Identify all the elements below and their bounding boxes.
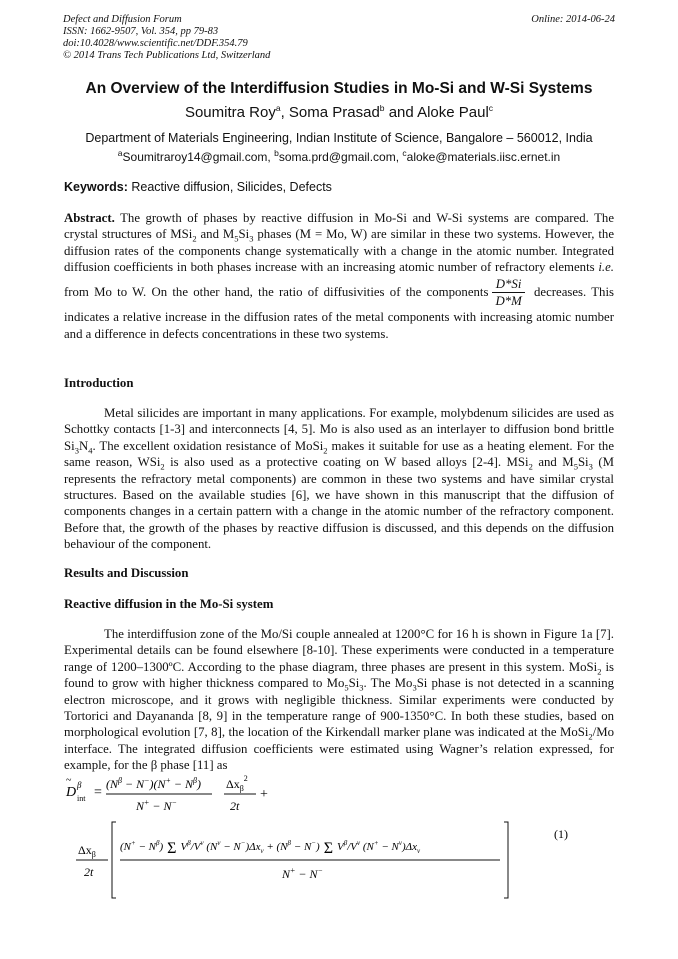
diffusivity-ratio <box>492 276 524 310</box>
abstract <box>64 210 614 342</box>
subscript: 5 <box>344 682 349 693</box>
abstract-text: i.e. <box>598 260 614 275</box>
body-text: Metal silicides are important in many applications. For example, molybdenum silicides are used as Schottky contacts [1-3] and interconnects [4, 5]. Mo is also used as an interlayer to diffusion bond brittle Si <box>64 406 614 453</box>
body-text: is also used as a protective coating on W based alloys [2-4]. MSi <box>164 455 529 470</box>
body-text: Si <box>348 676 360 691</box>
subscript: 3 <box>588 461 593 472</box>
abstract-text: Si <box>238 227 250 242</box>
author-name: Soma Prasad <box>288 104 380 121</box>
body-text: . The Mo <box>363 676 413 691</box>
online-date: Online: 2014-06-24 <box>531 14 615 25</box>
subscript: 2 <box>192 233 197 244</box>
equals-sign: = <box>94 785 102 800</box>
body-text: . The excellent oxidation resistance of MoSi <box>92 438 324 453</box>
author-name: Aloke Paul <box>417 104 489 121</box>
abstract-text: phases (M = Mo, W) are similar in these two systems. However, the diffusion rates of the components change systematically with a change in the atomic number. Integrated diffusion coefficients in both phases increase with an increasing atomic number of refractory elements <box>64 227 615 275</box>
abstract-text: and M <box>196 227 235 242</box>
subscript: 2 <box>323 445 328 456</box>
mosi-text <box>64 626 614 774</box>
summation-term: $(N^+ - N^\beta)$ Σ $V^\beta/V^\nu$ $(N^\nu - N^-)\Delta x_\nu + (N^\beta - N^-)$ Σ $V^\beta/V^\nu$ $(N^+ - N^\nu)\Delta x_\nu$ <box>120 839 421 857</box>
keywords-text: Reactive diffusion, Silicides, Defects <box>127 180 332 194</box>
abstract-text: from Mo to W. On the other hand, the ratio of diffusivities of the components <box>64 284 489 299</box>
affil-mark: b <box>379 103 385 113</box>
body-text: (M represents the refractory metal components) are common in these two systems and have similar crystal structures. Based on the available studies [6], we have shown in this manuscript that the diffusion of components changes in a certain pattern with a change in the atomic number of the refractory component. Before that, the growth of the phases by reactive diffusion is discussed, and this depends on the diffusion behaviour of the component. <box>64 455 614 552</box>
paper-title: An Overview of the Interdiffusion Studies in Mo-Si and W-Si Systems <box>85 80 593 97</box>
subscript: 2 <box>597 666 602 677</box>
author-name: Soumitra Roy <box>184 104 276 121</box>
mosi-heading: Reactive diffusion in the Mo-Si system <box>64 597 274 611</box>
plus-sign: + <box>260 787 268 802</box>
issn: ISSN: 1662-9507, Vol. 354, pp 79-83 <box>63 26 219 37</box>
denominator-term: N+ − N− <box>136 798 177 813</box>
body-text: N <box>78 438 89 453</box>
separator: , <box>280 104 289 121</box>
abstract-label: Abstract. <box>64 211 115 225</box>
copyright: © 2014 Trans Tech Publications Ltd, Switzerland <box>63 50 271 61</box>
delta-x: $\Delta x_\beta^2$ <box>226 774 248 793</box>
body-text: is found to grow with higher thickness compared to Mo <box>64 659 614 691</box>
subscript: 3 <box>249 233 254 244</box>
separator: and <box>384 104 418 121</box>
keywords <box>64 180 332 194</box>
ratio-numerator: D*Si <box>492 276 524 293</box>
right-bracket <box>504 822 508 898</box>
body-text: Si phase is not detected in a scanning electron microscope, and it grows with negligible thickness. Similar experiments were conducted by Tortorici and Dayananda [8, 9] in the temperature range of 900-1350°C. In both these studies, based on morphological evolution [7, 8], the location of the Kirkendall marker plane was indicated at the MoSi <box>64 676 615 740</box>
results-heading: Results and Discussion <box>64 566 189 580</box>
affil-mark: a <box>275 103 281 113</box>
subscript: 5 <box>573 461 578 472</box>
lhs-superscript: β <box>77 780 82 790</box>
two-t: 2t <box>230 799 240 813</box>
tilde-mark: ~ <box>66 775 72 786</box>
wagner-equation <box>64 770 624 900</box>
ratio-denominator: D*M <box>495 294 522 309</box>
affil-mark: c <box>488 103 494 113</box>
email-link[interactable]: soma.prd@gmail.com <box>278 150 396 164</box>
subscript: 4 <box>88 445 93 456</box>
abstract-text: The growth of phases by reactive diffusion in Mo-Si and W-Si systems are compared. The crystal structures of MSi <box>64 211 614 242</box>
doi: doi:10.4028/www.scientific.net/DDF.354.79 <box>63 38 248 49</box>
subscript: 2 <box>528 461 533 472</box>
lhs-subscript: int <box>77 794 86 803</box>
affil-mark: b <box>274 148 279 158</box>
left-bracket <box>112 822 116 898</box>
delta-x: $\Delta x_\beta$ <box>78 843 96 859</box>
subscript: 2 <box>588 731 593 742</box>
subscript: 5 <box>234 233 239 244</box>
body-text: The interdiffusion zone of the Mo/Si couple annealed at 1200°C for 16 h is shown in Figure 1a [7]. Experimental details can be found elsewhere [8-10]. These experiments were conducted in a temperature range of 1200–1300ºC. According to the phase diagram, three phases are present in this system. MoSi <box>64 627 614 674</box>
denominator-term: N+ − N− <box>282 866 323 881</box>
subscript: 2 <box>160 461 165 472</box>
introduction-text <box>64 405 614 553</box>
keywords-label: Keywords: <box>64 180 128 194</box>
email-link[interactable]: Soumitraroy14@gmail.com <box>122 150 268 164</box>
email-list: $^a$Soumitraroy14@gmail.com, $^b$soma.prd@gmail.com, $^c$aloke@materials.iisc.ernet.in <box>117 148 561 164</box>
subscript: 3 <box>359 682 364 693</box>
introduction-heading: Introduction <box>64 376 134 390</box>
body-text: and M <box>532 455 574 470</box>
numerator-term: $(N^\beta - N^-)(N^+ - N^\beta)$ <box>106 776 201 791</box>
body-text: Si <box>577 455 589 470</box>
body-text: makes it suitable for use as a heating element. For the same reason, WSi <box>64 438 614 470</box>
journal-name: Defect and Diffusion Forum <box>63 14 182 25</box>
equation-number: (1) <box>554 827 568 841</box>
affil-mark: a <box>117 148 123 158</box>
abstract-text: decreases. This indicates a relative increase in the diffusion rates of the metal components with increasing atomic number and a difference in defects concentrations in these two systems. <box>64 284 614 341</box>
subscript: 3 <box>74 445 79 456</box>
lhs-symbol: D <box>66 785 77 800</box>
two-t: 2t <box>84 865 94 879</box>
author-list <box>0 104 678 121</box>
affiliation: Department of Materials Engineering, Indian Institute of Science, Bangalore – 560012, India <box>85 131 593 145</box>
email-link[interactable]: aloke@materials.iisc.ernet.in <box>406 150 561 164</box>
journal-header <box>63 14 270 62</box>
body-text: /Mo interface. The integrated diffusion coefficients were estimated using Wagner’s relation expressed, for example, for the β phase [11] as <box>64 725 614 773</box>
affil-mark: c <box>402 148 407 158</box>
subscript: 3 <box>412 682 417 693</box>
